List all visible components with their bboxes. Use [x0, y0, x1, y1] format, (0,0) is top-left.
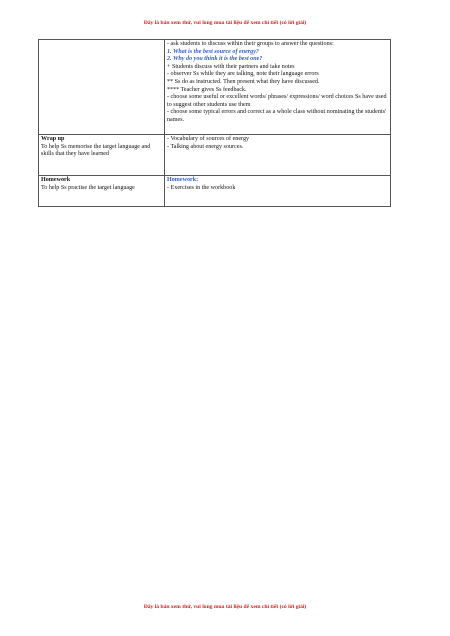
stage-title: Wrap up: [41, 136, 65, 142]
procedure-line: + Students discuss with their partners and take notes: [167, 63, 295, 70]
question-1: 1. What is the best source of energy?: [167, 48, 259, 55]
stage-cell: [39, 135, 165, 176]
stage-cell: [39, 40, 165, 135]
preview-banner-top: Đây là bản xem thử, vui lòng mua tài liệu để xem chi tiết (có lời giải): [143, 20, 307, 26]
stage-aim: To help Ss practise the target language: [41, 184, 135, 191]
stage-aim: To help Ss memorise the target language and skills that they have learned: [41, 143, 151, 158]
procedure-line: - observer Ss while they are talking, note their language errors: [167, 71, 319, 78]
procedure-line: - Talking about energy sources.: [167, 143, 244, 150]
procedure-line: - choose some useful or excellent words/ phrases/ expressions/ word choices Ss have used to suggest other students use them: [167, 94, 387, 108]
procedure-line: ** Ss do as instructed. Then present what they have discussed.: [167, 78, 320, 85]
table-row: [39, 176, 391, 207]
stage-cell: [39, 176, 165, 207]
table-row: [39, 40, 391, 135]
table-row: [39, 135, 391, 176]
procedure-line: - ask students to discuss within their groups to answer the questions:: [167, 41, 334, 47]
stage-title: Homework: [41, 177, 71, 183]
lesson-plan-table: [38, 39, 391, 207]
preview-banner-bottom: Đây là bản xem thử, vui lòng mua tài liệu để xem chi tiết (có lời giải): [143, 604, 307, 610]
procedure-cell: [165, 40, 391, 135]
procedure-cell: [165, 176, 391, 207]
procedure-cell: [165, 135, 391, 176]
question-2: 2. Why do you think it is the best one?: [167, 56, 263, 63]
procedure-line: - Exercises in the workbook: [167, 184, 236, 191]
homework-heading: Homework:: [167, 177, 199, 183]
procedure-line: - choose some typical errors and correct as a whole class without nominating the students' names.: [167, 109, 387, 123]
procedure-line: **** Teacher gives Ss feedback.: [167, 86, 247, 93]
procedure-line: - Vocabulary of sources of energy: [167, 136, 250, 142]
